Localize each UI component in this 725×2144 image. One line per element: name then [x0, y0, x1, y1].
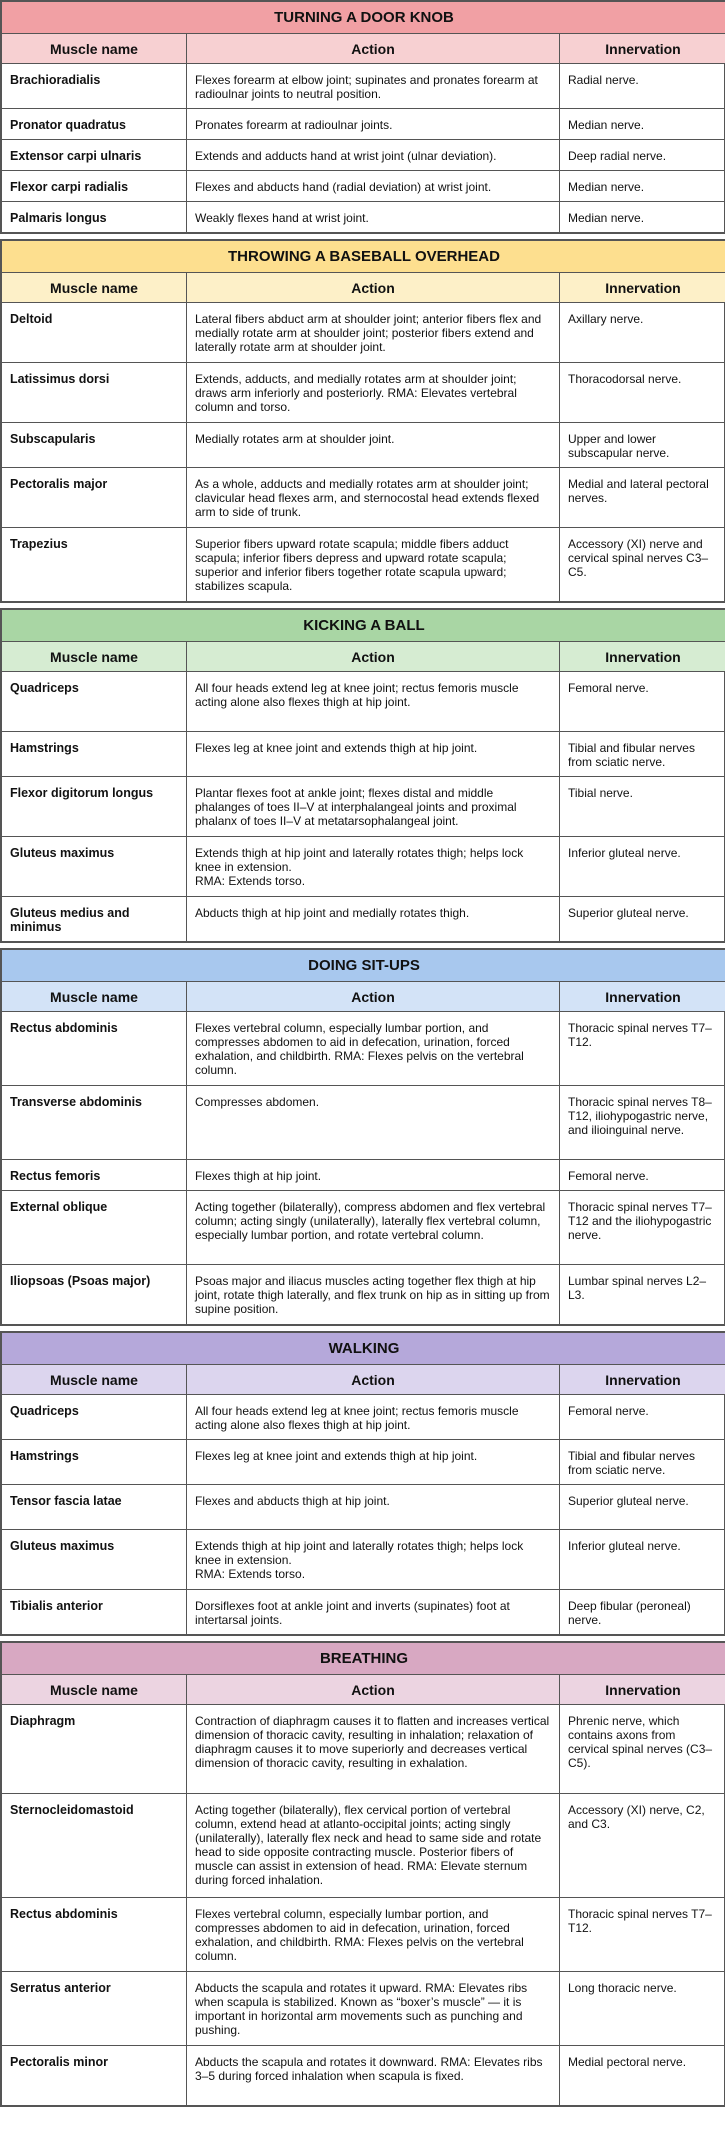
column-header-innervation: Innervation	[560, 982, 725, 1012]
table-row	[2, 1265, 725, 1325]
column-header-innervation: Innervation	[560, 273, 725, 303]
table-row	[2, 1972, 725, 2046]
table-row	[2, 109, 725, 140]
section-title-row	[2, 1333, 725, 1365]
innervation-cell: Thoracic spinal nerves T7–T12 and the iliohypogastric nerve.	[560, 1191, 725, 1265]
muscle-name-cell: Sternocleidomastoid	[2, 1794, 187, 1898]
muscle-name-cell: Rectus femoris	[2, 1160, 187, 1191]
muscle-name-cell: Flexor digitorum longus	[2, 777, 187, 837]
innervation-cell: Accessory (XI) nerve and cervical spinal nerves C3–C5.	[560, 528, 725, 602]
innervation-cell: Medial pectoral nerve.	[560, 2046, 725, 2106]
table-row	[2, 1191, 725, 1265]
action-cell: Contraction of diaphragm causes it to flatten and increases vertical dimension of thoracic cavity, resulting in inhalation; relaxation of diaphragm causes it to move superiorly and decreases vertical dimension of thoracic cavity, resulting in exhalation.	[187, 1705, 560, 1794]
table-row	[2, 1705, 725, 1794]
table-row	[2, 303, 725, 363]
action-cell: Flexes vertebral column, especially lumbar portion, and compresses abdomen to aid in defecation, urination, forced exhalation, and childbirth. RMA: Flexes pelvis on the vertebral column.	[187, 1898, 560, 1972]
section-table	[0, 948, 725, 1326]
table-row	[2, 1160, 725, 1191]
table-row	[2, 837, 725, 897]
section-table	[0, 608, 725, 943]
muscle-table	[1, 240, 725, 602]
section-title: DOING SIT-UPS	[2, 950, 725, 982]
column-header-innervation: Innervation	[560, 642, 725, 672]
column-header-action: Action	[187, 34, 560, 64]
action-cell: Abducts the scapula and rotates it downward. RMA: Elevates ribs 3–5 during forced inhalation when scapula is fixed.	[187, 2046, 560, 2106]
section-table	[0, 0, 725, 234]
table-row	[2, 1485, 725, 1530]
innervation-cell: Deep fibular (peroneal) nerve.	[560, 1590, 725, 1635]
innervation-cell: Superior gluteal nerve.	[560, 1485, 725, 1530]
action-cell: Weakly flexes hand at wrist joint.	[187, 202, 560, 233]
muscle-table	[1, 949, 725, 1325]
action-cell: As a whole, adducts and medially rotates arm at shoulder joint; clavicular head flexes arm, and sternocostal head extends flexed arm to side of trunk.	[187, 468, 560, 528]
innervation-cell: Femoral nerve.	[560, 1160, 725, 1191]
muscle-name-cell: External oblique	[2, 1191, 187, 1265]
table-row	[2, 64, 725, 109]
section-title: TURNING A DOOR KNOB	[2, 2, 725, 34]
table-row	[2, 897, 725, 942]
table-row	[2, 202, 725, 233]
action-cell: Flexes leg at knee joint and extends thigh at hip joint.	[187, 1440, 560, 1485]
column-header-action: Action	[187, 642, 560, 672]
table-row	[2, 528, 725, 602]
muscle-name-cell: Brachioradialis	[2, 64, 187, 109]
action-cell: Pronates forearm at radioulnar joints.	[187, 109, 560, 140]
action-cell: Flexes and abducts thigh at hip joint.	[187, 1485, 560, 1530]
section-title-row	[2, 950, 725, 982]
column-header-muscle: Muscle name	[2, 273, 187, 303]
innervation-cell: Thoracic spinal nerves T8–T12, iliohypogastric nerve, and ilioinguinal nerve.	[560, 1086, 725, 1160]
section-table	[0, 1641, 725, 2107]
innervation-cell: Tibial and fibular nerves from sciatic nerve.	[560, 1440, 725, 1485]
innervation-cell: Long thoracic nerve.	[560, 1972, 725, 2046]
action-cell: Medially rotates arm at shoulder joint.	[187, 423, 560, 468]
table-row	[2, 171, 725, 202]
innervation-cell: Thoracic spinal nerves T7–T12.	[560, 1012, 725, 1086]
table-row	[2, 1012, 725, 1086]
innervation-cell: Axillary nerve.	[560, 303, 725, 363]
action-cell: Extends thigh at hip joint and laterally rotates thigh; helps lock knee in extension. RMA: Extends torso.	[187, 1530, 560, 1590]
muscle-name-cell: Gluteus maximus	[2, 1530, 187, 1590]
table-row	[2, 1440, 725, 1485]
innervation-cell: Accessory (XI) nerve, C2, and C3.	[560, 1794, 725, 1898]
muscle-name-cell: Trapezius	[2, 528, 187, 602]
innervation-cell: Median nerve.	[560, 171, 725, 202]
section-table	[0, 239, 725, 603]
muscle-name-cell: Pectoralis minor	[2, 2046, 187, 2106]
innervation-cell: Medial and lateral pectoral nerves.	[560, 468, 725, 528]
action-cell: Extends thigh at hip joint and laterally rotates thigh; helps lock knee in extension. RMA: Extends torso.	[187, 837, 560, 897]
column-header-row	[2, 1675, 725, 1705]
column-header-row	[2, 273, 725, 303]
muscle-name-cell: Palmaris longus	[2, 202, 187, 233]
action-cell: Lateral fibers abduct arm at shoulder joint; anterior fibers flex and medially rotate arm at shoulder joint; posterior fibers extend and laterally rotate arm at shoulder joint.	[187, 303, 560, 363]
muscle-name-cell: Gluteus medius and minimus	[2, 897, 187, 942]
muscle-name-cell: Flexor carpi radialis	[2, 171, 187, 202]
section-title-row	[2, 1643, 725, 1675]
action-cell: Acting together (bilaterally), compress abdomen and flex vertebral column; acting singly (unilaterally), laterally flex vertebral column, especially lumbar portion, and rotate vertebral column.	[187, 1191, 560, 1265]
table-row	[2, 1530, 725, 1590]
table-row	[2, 1794, 725, 1898]
muscle-name-cell: Pronator quadratus	[2, 109, 187, 140]
action-cell: Acting together (bilaterally), flex cervical portion of vertebral column, extend head at atlanto-occipital joints; acting singly (unilaterally), laterally flex neck and head to same side and rotate head to side opposite contracting muscle. Posterior fibers of muscle can assist in extension of head. RMA: Elevate sternum during forced inhalation.	[187, 1794, 560, 1898]
action-cell: Flexes leg at knee joint and extends thigh at hip joint.	[187, 732, 560, 777]
muscle-name-cell: Latissimus dorsi	[2, 363, 187, 423]
action-cell: Psoas major and iliacus muscles acting together flex thigh at hip joint, rotate thigh laterally, and flex trunk on hip as in sitting up from supine position.	[187, 1265, 560, 1325]
table-row	[2, 468, 725, 528]
column-header-muscle: Muscle name	[2, 34, 187, 64]
muscle-name-cell: Deltoid	[2, 303, 187, 363]
column-header-action: Action	[187, 1675, 560, 1705]
column-header-muscle: Muscle name	[2, 1675, 187, 1705]
innervation-cell: Median nerve.	[560, 109, 725, 140]
column-header-innervation: Innervation	[560, 34, 725, 64]
innervation-cell: Inferior gluteal nerve.	[560, 837, 725, 897]
muscle-name-cell: Quadriceps	[2, 672, 187, 732]
innervation-cell: Thoracodorsal nerve.	[560, 363, 725, 423]
innervation-cell: Median nerve.	[560, 202, 725, 233]
section-table	[0, 1331, 725, 1636]
innervation-cell: Lumbar spinal nerves L2–L3.	[560, 1265, 725, 1325]
column-header-action: Action	[187, 273, 560, 303]
muscle-table	[1, 1642, 725, 2106]
muscle-name-cell: Quadriceps	[2, 1395, 187, 1440]
action-cell: All four heads extend leg at knee joint; rectus femoris muscle acting alone also flexes thigh at hip joint.	[187, 1395, 560, 1440]
action-cell: Plantar flexes foot at ankle joint; flexes distal and middle phalanges of toes II–V at interphalangeal joints and proximal phalanx of toes II–V at metatarsophalangeal joint.	[187, 777, 560, 837]
column-header-row	[2, 1365, 725, 1395]
innervation-cell: Upper and lower subscapular nerve.	[560, 423, 725, 468]
table-row	[2, 363, 725, 423]
action-cell: Abducts thigh at hip joint and medially rotates thigh.	[187, 897, 560, 942]
table-row	[2, 732, 725, 777]
section-title: THROWING A BASEBALL OVERHEAD	[2, 241, 725, 273]
action-cell: Extends and adducts hand at wrist joint (ulnar deviation).	[187, 140, 560, 171]
action-cell: Flexes and abducts hand (radial deviation) at wrist joint.	[187, 171, 560, 202]
table-row	[2, 672, 725, 732]
muscle-name-cell: Rectus abdominis	[2, 1898, 187, 1972]
innervation-cell: Superior gluteal nerve.	[560, 897, 725, 942]
section-title: KICKING A BALL	[2, 610, 725, 642]
column-header-muscle: Muscle name	[2, 1365, 187, 1395]
section-title-row	[2, 2, 725, 34]
innervation-cell: Radial nerve.	[560, 64, 725, 109]
action-cell: Flexes vertebral column, especially lumbar portion, and compresses abdomen to aid in defecation, urination, forced exhalation, and childbirth. RMA: Flexes pelvis on the vertebral column.	[187, 1012, 560, 1086]
section-title-row	[2, 241, 725, 273]
column-header-innervation: Innervation	[560, 1675, 725, 1705]
action-cell: Superior fibers upward rotate scapula; middle fibers adduct scapula; inferior fibers depress and upward rotate scapula; superior and inferior fibers together rotate scapula upward; stabilizes scapula.	[187, 528, 560, 602]
innervation-cell: Phrenic nerve, which contains axons from cervical spinal nerves (C3–C5).	[560, 1705, 725, 1794]
column-header-row	[2, 982, 725, 1012]
muscle-name-cell: Tibialis anterior	[2, 1590, 187, 1635]
muscle-table	[1, 609, 725, 942]
innervation-cell: Thoracic spinal nerves T7–T12.	[560, 1898, 725, 1972]
section-title-row	[2, 610, 725, 642]
table-row	[2, 1590, 725, 1635]
innervation-cell: Inferior gluteal nerve.	[560, 1530, 725, 1590]
muscle-name-cell: Gluteus maximus	[2, 837, 187, 897]
muscle-table	[1, 1332, 725, 1635]
muscle-name-cell: Hamstrings	[2, 1440, 187, 1485]
innervation-cell: Tibial nerve.	[560, 777, 725, 837]
column-header-action: Action	[187, 1365, 560, 1395]
innervation-cell: Tibial and fibular nerves from sciatic nerve.	[560, 732, 725, 777]
table-row	[2, 140, 725, 171]
muscle-table	[1, 1, 725, 233]
innervation-cell: Femoral nerve.	[560, 672, 725, 732]
column-header-muscle: Muscle name	[2, 642, 187, 672]
muscle-name-cell: Tensor fascia latae	[2, 1485, 187, 1530]
innervation-cell: Femoral nerve.	[560, 1395, 725, 1440]
action-cell: All four heads extend leg at knee joint; rectus femoris muscle acting alone also flexes thigh at hip joint.	[187, 672, 560, 732]
action-cell: Extends, adducts, and medially rotates arm at shoulder joint; draws arm inferiorly and posteriorly. RMA: Elevates vertebral column and torso.	[187, 363, 560, 423]
muscle-name-cell: Subscapularis	[2, 423, 187, 468]
column-header-innervation: Innervation	[560, 1365, 725, 1395]
action-cell: Dorsiflexes foot at ankle joint and inverts (supinates) foot at intertarsal joints.	[187, 1590, 560, 1635]
innervation-cell: Deep radial nerve.	[560, 140, 725, 171]
table-row	[2, 1086, 725, 1160]
column-header-row	[2, 34, 725, 64]
muscle-name-cell: Extensor carpi ulnaris	[2, 140, 187, 171]
muscle-name-cell: Iliopsoas (Psoas major)	[2, 1265, 187, 1325]
action-cell: Abducts the scapula and rotates it upward. RMA: Elevates ribs when scapula is stabilized. Known as “boxer’s muscle” — it is important in horizontal arm movements such as punching and pushing.	[187, 1972, 560, 2046]
column-header-action: Action	[187, 982, 560, 1012]
action-cell: Flexes forearm at elbow joint; supinates and pronates forearm at radioulnar joints to neutral position.	[187, 64, 560, 109]
muscle-name-cell: Rectus abdominis	[2, 1012, 187, 1086]
muscle-name-cell: Pectoralis major	[2, 468, 187, 528]
table-row	[2, 777, 725, 837]
section-title: BREATHING	[2, 1643, 725, 1675]
muscle-name-cell: Hamstrings	[2, 732, 187, 777]
muscle-name-cell: Diaphragm	[2, 1705, 187, 1794]
table-row	[2, 1395, 725, 1440]
action-cell: Flexes thigh at hip joint.	[187, 1160, 560, 1191]
table-row	[2, 1898, 725, 1972]
action-cell: Compresses abdomen.	[187, 1086, 560, 1160]
muscle-name-cell: Serratus anterior	[2, 1972, 187, 2046]
column-header-row	[2, 642, 725, 672]
table-row	[2, 423, 725, 468]
table-row	[2, 2046, 725, 2106]
section-title: WALKING	[2, 1333, 725, 1365]
muscle-name-cell: Transverse abdominis	[2, 1086, 187, 1160]
column-header-muscle: Muscle name	[2, 982, 187, 1012]
